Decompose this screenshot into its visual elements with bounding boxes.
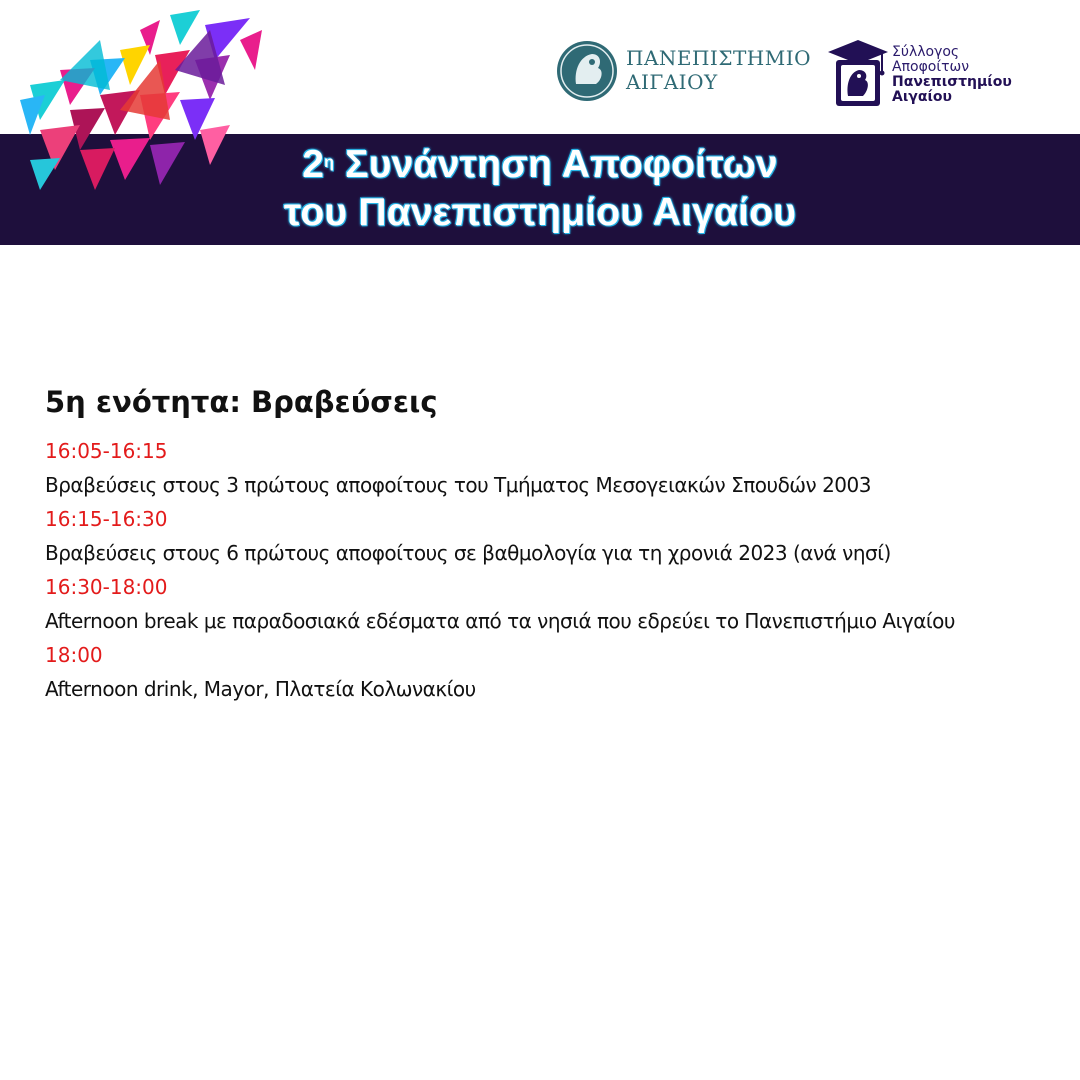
alumni-name-line1: Σύλλογος [892,44,960,60]
schedule-item [45,434,1065,502]
banner-title-ordinal: η [324,154,335,171]
schedule-list [45,434,1065,706]
university-name-line2: ΑΙΓΑΙΟΥ [626,70,718,94]
university-logo [556,40,816,104]
schedule-time: 16:30-18:00 [45,575,168,599]
university-seal-icon [556,40,618,102]
graduation-cap-emblem-icon [826,38,890,108]
schedule-description: Βραβεύσεις στους 3 πρώτους αποφοίτους του Τμήματος Μεσογειακών Σπουδών 2003 [45,473,871,497]
main-content [45,378,1065,706]
schedule-description: Afternoon break με παραδοσιακά εδέσματα από τα νησιά που εδρεύει το Πανεπιστήμιο Αιγαίου [45,609,955,633]
university-name [626,46,811,94]
schedule-item [45,502,1065,570]
banner-title-line2: του Πανεπιστημίου Αιγαίου [283,191,797,234]
alumni-name-line3: Πανεπιστημίου [892,74,1012,90]
banner-title-text1: Συνάντηση Αποφοίτων [345,143,778,186]
alumni-association-name [892,45,1012,105]
university-name-line1: ΠΑΝΕΠΙΣΤΗΜΙΟ [626,46,812,70]
alumni-name-line4: Αιγαίου [892,89,952,105]
schedule-item [45,570,1065,638]
schedule-item [45,638,1065,706]
alumni-name-line2: Αποφοίτων [892,59,970,75]
schedule-time: 18:00 [45,643,103,667]
alumni-association-logo [826,38,1056,110]
schedule-time: 16:15-16:30 [45,507,168,531]
banner-title-number: 2 [302,143,325,186]
decorative-triangle-mosaic [0,0,270,200]
section-title: 5η ενότητα: Βραβεύσεις [45,385,438,419]
schedule-description: Afternoon drink, Mayor, Πλατεία Κολωνακίου [45,677,476,701]
schedule-description: Βραβεύσεις στους 6 πρώτους αποφοίτους σε βαθμολογία για τη χρονιά 2023 (ανά νησί) [45,541,891,565]
schedule-time: 16:05-16:15 [45,439,168,463]
